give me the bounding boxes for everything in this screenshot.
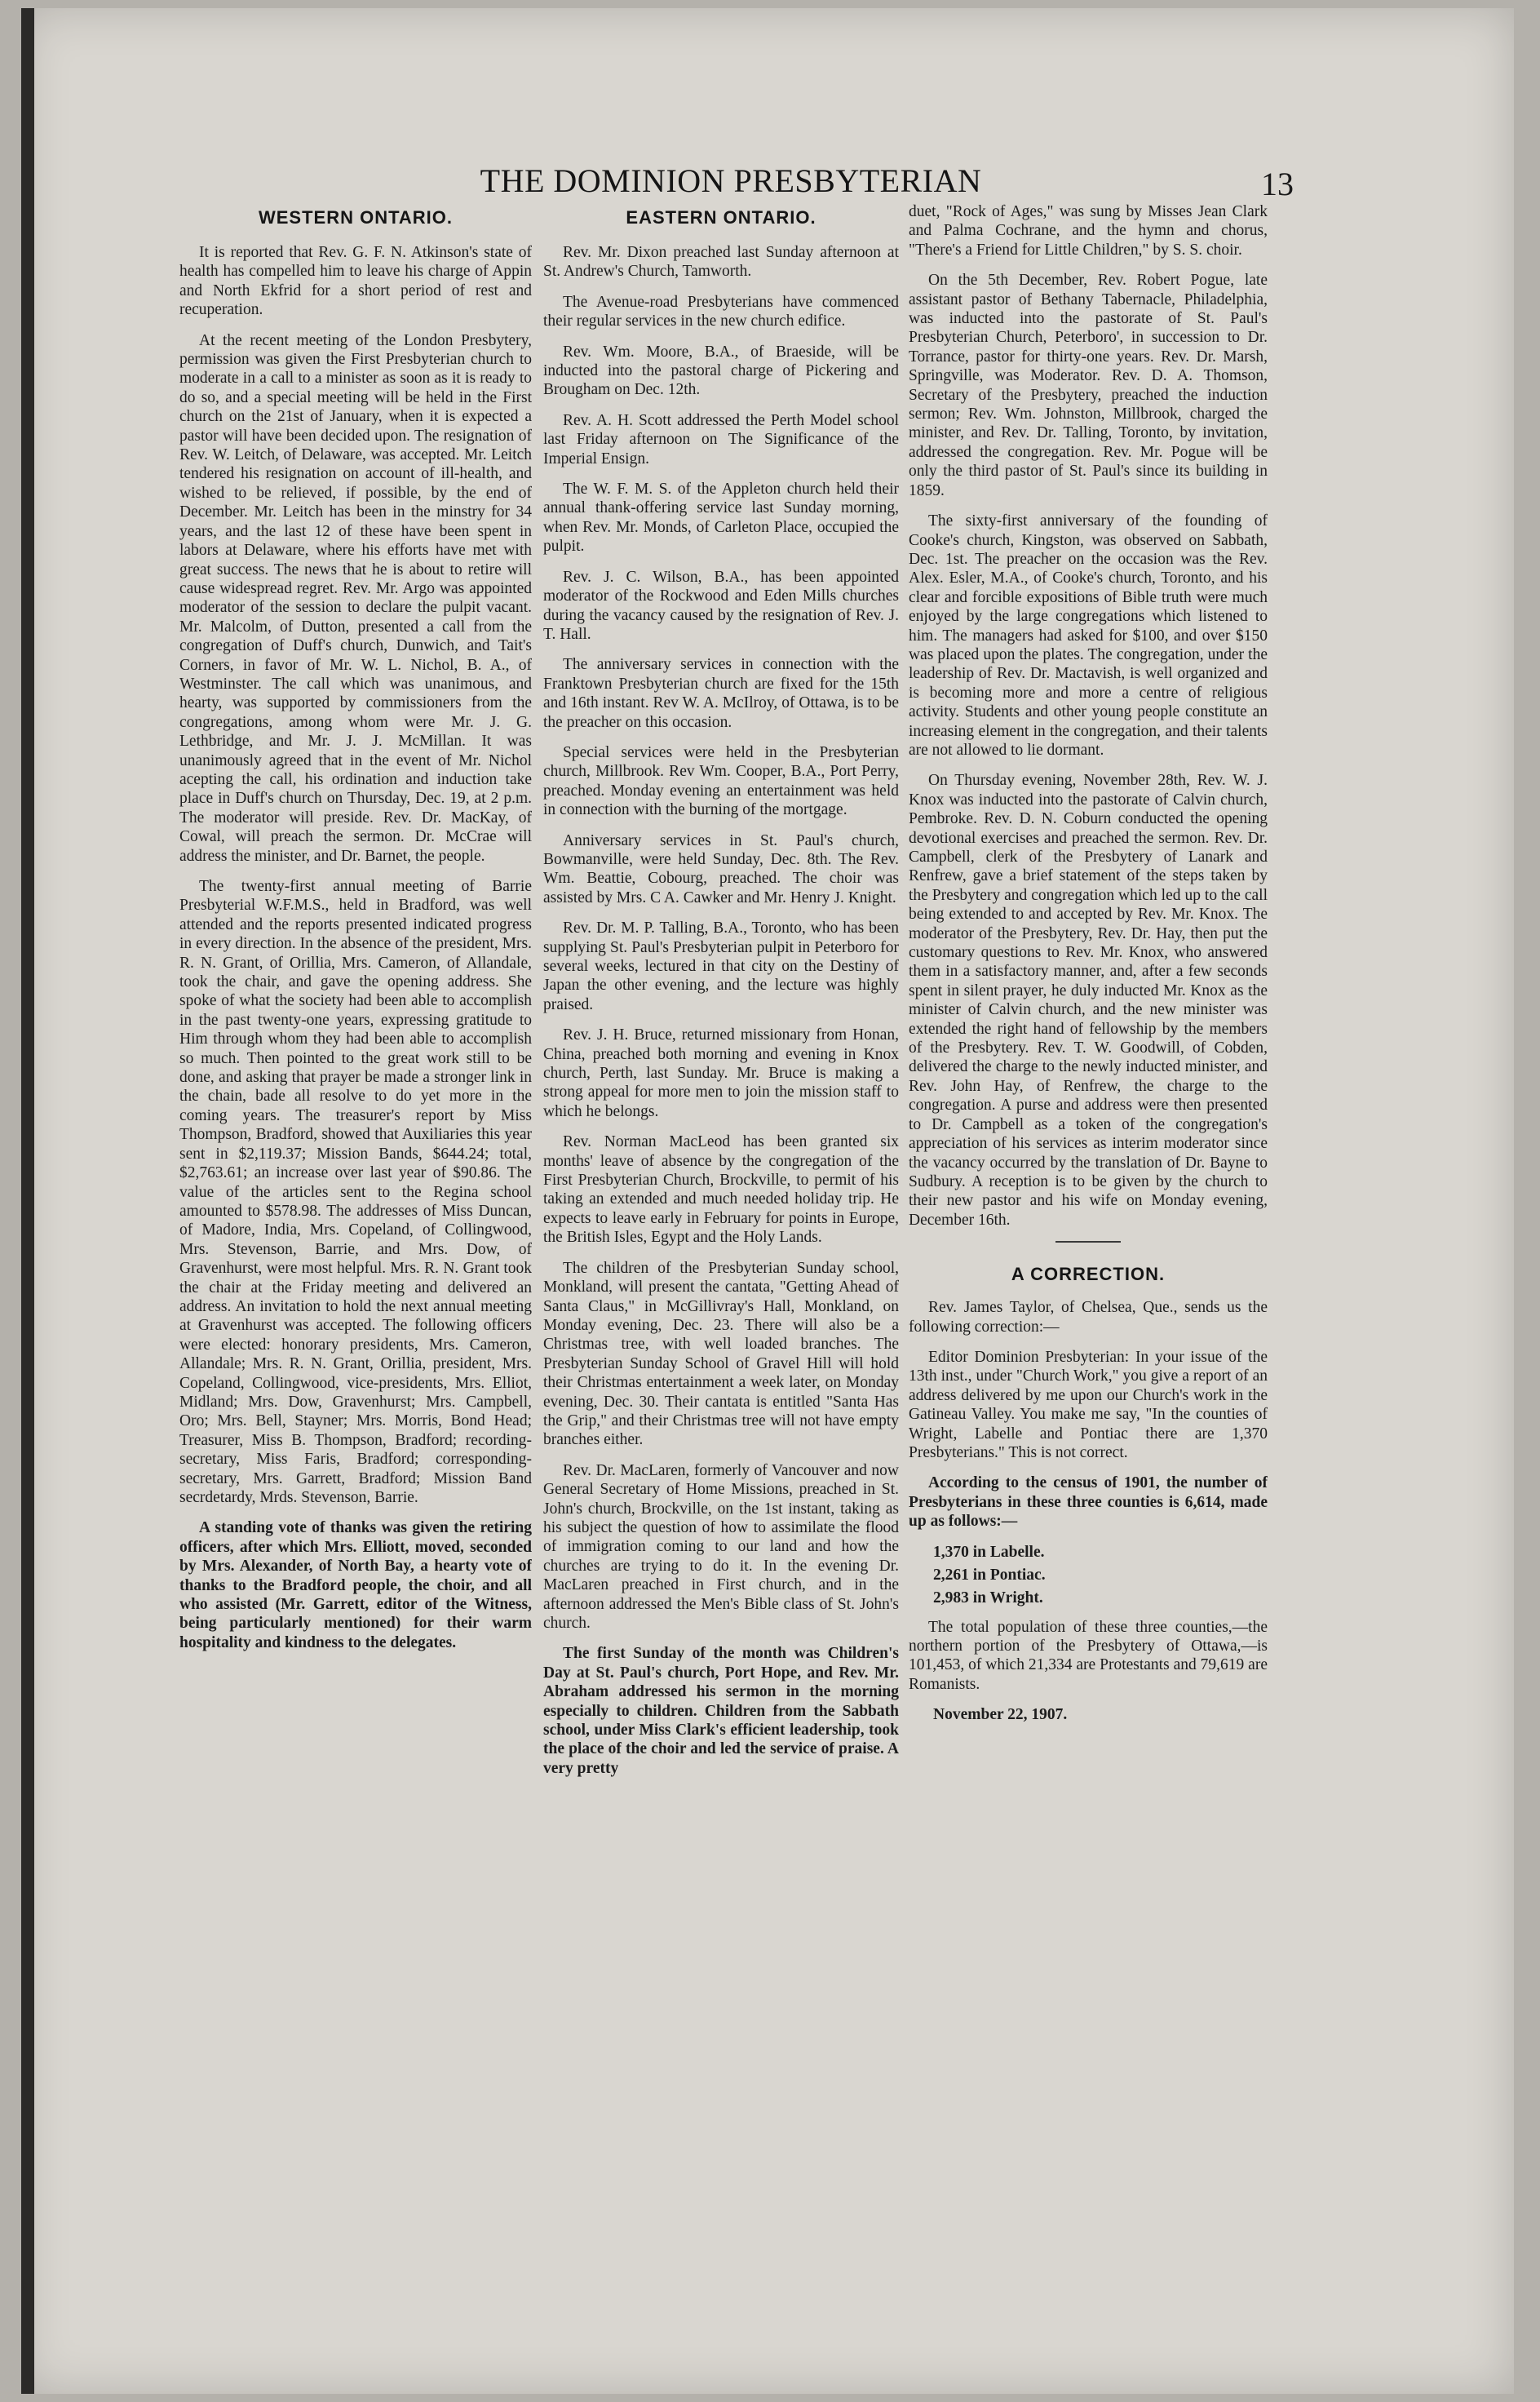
article-paragraph: A standing vote of thanks was given the retiring officers, after which Mrs. Elliott, moved, seconded by Mrs. Alexander, of North Bay, a hearty vote of thanks to the Bradford people, the choir, and all who assisted (Mr. Garrett, editor of the Witness, being particularly mentioned) for their warm hospitality and kindness to the delegates.	[179, 1519, 532, 1651]
newspaper-page	[21, 8, 1514, 2394]
article-paragraph: duet, "Rock of Ages," was sung by Misses Jean Clark and Palma Cochrane, and the hymn and chorus, "There's a Friend for Little Children," by S. S. choir.	[909, 203, 1268, 259]
article-paragraph: Rev. Norman MacLeod has been granted six months' leave of absence by the congregation of the First Presbyterian Church, Brockville, to permit of his taking an extended and much needed holiday trip. He expects to leave early in February for points in Europe, the British Isles, Egypt and the Holy Lands.	[543, 1133, 899, 1247]
article-paragraph: Special services were held in the Presbyterian church, Millbrook. Rev Wm. Cooper, B.A., Port Perry, preached. Monday evening an entertainment was held in connection with the burning of the mortgage.	[543, 743, 899, 819]
correction-date: November 22, 1907.	[933, 1706, 1068, 1724]
article-paragraph: On Thursday evening, November 28th, Rev. W. J. Knox was inducted into the pastorate of Calvin church, Pembroke. Rev. D. N. Coburn conducted the opening devotional exercises and preached the sermon. Rev. Dr. Campbell, clerk of the Presbytery of Lanark and Renfrew, gave a brief statement of the steps taken by the Presbytery and congregation which led up to the call being extended to and accepted by Rev. Mr. Knox. The moderator of the Presbytery, Rev. Dr. Hay, then put the customary questions to Rev. Mr. Knox, who answered them in a satisfactory manner, and, after a few seconds spent in silent prayer, he duly inducted Mr. Knox as the minister of Calvin church, and the new minister was extended the right hand of fellowship by the members of the Presbytery. Rev. T. W. Goodwill, of Cobden, delivered the charge to the newly inducted minister, and Rev. John Hay, of Renfrew, the charge to the congregation. A purse and address were then presented to Dr. Campbell as a token of the congregation's appreciation of his services as interim moderator since the vacancy occurred by the translation of Dr. Bayne to Sudbury. A reception is to be given by the church to their new pastor and his wife on Monday evening, December 16th.	[909, 772, 1268, 1229]
section-heading-western: WESTERN ONTARIO.	[258, 207, 454, 228]
census-item-pontiac: 2,261 in Pontiac.	[933, 1566, 1046, 1584]
article-paragraph: Rev. Mr. Dixon preached last Sunday afternoon at St. Andrew's Church, Tamworth.	[543, 244, 899, 281]
column-western-ontario	[179, 202, 532, 2275]
article-paragraph: The sixty-first anniversary of the founding of Cooke's church, Kingston, was observed on Sabbath, Dec. 1st. The preacher on the occasion was the Rev. Alex. Esler, M.A., of Cooke's church, Toronto, and his clear and forcible expositions of Bible truth were much enjoyed by the large congregations which listened to him. The managers had asked for $100, and over $150 was placed upon the plates. The congregation, under the leadership of Rev. Dr. Mactavish, is well organized and is becoming more and more a centre of religious activity. Students and other young people constitute an increasing element in the congregation, and their talents are not allowed to lie dormant.	[909, 512, 1268, 759]
article-paragraph: The W. F. M. S. of the Appleton church held their annual thank-offering service last Sunday morning, when Rev. Mr. Monds, of Carleton Place, occupied the pulpit.	[543, 481, 899, 556]
article-paragraph: Rev. Wm. Moore, B.A., of Braeside, will be inducted into the pastoral charge of Pickering and Brougham on Dec. 12th.	[543, 343, 899, 399]
article-paragraph: It is reported that Rev. G. F. N. Atkinson's state of health has compelled him to leave his charge of Appin and North Ekfrid for a short period of rest and recuperation.	[179, 244, 532, 319]
article-paragraph: Rev. Dr. MacLaren, formerly of Vancouver and now General Secretary of Home Missions, preached in St. John's church, Brockville, on the 1st instant, taking as his subject the question of how to assimilate the flood of immigration coming to our land and how the churches are trying to do it. In the evening Dr. MacLaren preached in First church, and in the afternoon addressed the Men's Bible class of St. John's church.	[543, 1461, 899, 1632]
article-paragraph: Anniversary services in St. Paul's church, Bowmanville, were held Sunday, Dec. 8th. The Rev. Wm. Beattie, Cobourg, preached. The choir was assisted by Mrs. C A. Cawker and Mr. Henry J. Knight.	[543, 831, 899, 906]
census-item-labelle: 1,370 in Labelle.	[933, 1543, 1045, 1561]
correction-letter: Editor Dominion Presbyterian: In your issue of the 13th inst., under "Church Work," you give a report of an address delivered by me upon our Church's work in the Gatineau Valley. You make me say, "In the counties of Wright, Labelle and Pontiac there are 1,370 Presbyterians." This is not correct.	[909, 1348, 1268, 1461]
correction-heading: A CORRECTION.	[1011, 1264, 1166, 1285]
page-title: THE DOMINION PRESBYTERIAN	[480, 162, 982, 199]
population-statement: The total population of these three counties,—the northern portion of the Presbytery of Ottawa,—is 101,453, of which 21,334 are Protestants and 79,619 are Romanists.	[909, 1618, 1268, 1693]
article-paragraph: The first Sunday of the month was Children's Day at St. Paul's church, Port Hope, and Rev. Mr. Abraham addressed his sermon in the morning especially to children. Children from the Sabbath school, under Miss Clark's efficient leadership, took the place of the choir and led the service of praise. A very pretty	[543, 1645, 899, 1777]
correction-intro: Rev. James Taylor, of Chelsea, Que., sends us the following correction:—	[909, 1299, 1268, 1336]
article-paragraph: The anniversary services in connection with the Franktown Presbyterian church are fixed for the 15th and 16th instant. Rev W. A. McIlroy, of Ottawa, is to be the preacher on this occasion.	[543, 656, 899, 731]
section-divider	[1055, 1241, 1121, 1243]
census-statement: According to the census of 1901, the number of Presbyterians in these three counties is 6,614, made up as follows:—	[909, 1474, 1268, 1531]
article-paragraph: Rev. Dr. M. P. Talling, B.A., Toronto, who has been supplying St. Paul's Presbyterian pulpit in Peterboro for several weeks, lectured in that city on the Destiny of Japan the other evening, and the lecture was highly praised.	[543, 920, 899, 1013]
article-paragraph: On the 5th December, Rev. Robert Pogue, late assistant pastor of Bethany Tabernacle, Philadelphia, was inducted into the pastorate of St. Paul's Presbyterian Church, Peterboro', in succession to Dr. Torrance, pastor for thirty-one years. Rev. Dr. Marsh, Springville, was Moderator. Rev. D. A. Thomson, Secretary of the Presbytery, preached the induction sermon; Rev. Wm. Johnston, Millbrook, charged the minister, and Rev. Dr. Talling, Toronto, by invitation, addressed the congregation. Rev. Mr. Pogue will be only the third pastor of St. Paul's since its building in 1859.	[909, 272, 1268, 499]
section-heading-eastern: EASTERN ONTARIO.	[626, 207, 816, 228]
article-paragraph: At the recent meeting of the London Presbytery, permission was given the First Presbyterian church to moderate in a call to a minister as soon as it is ready to do so, and a special meeting will be held in the First church on the 21st of January, when it is expected a pastor will have been decided upon. The resignation of Rev. W. Leitch, of Delaware, was accepted. Mr. Leitch tendered his resignation on account of ill-health, and wished to be relieved, if possible, by the end of December. Mr. Leitch has been in the minstry for 34 years, and the last 12 of these have been spent in labors at Delaware, where his efforts have met with great success. The news that he is about to retire will cause widespread regret. Rev. Mr. Argo was appointed moderator of the session to declare the pulpit vacant. Mr. Malcolm, of Dutton, presented a call from the congregation of Duff's church, Dunwich, and Tait's Corners, in favor of Mr. W. L. Nichol, B. A., of Westminster. The call which was unanimous, and hearty, was supported by commissioners from the congregations, among whom were Mr. J. G. Lethbridge, and Mr. J. J. McMillan. It was unanimously agreed that in the event of Mr. Nichol acepting the call, his ordination and induction take place in Duff's church on Thursday, Dec. 19, at 2 p.m. The moderator will preside. Rev. Dr. MacKay, of Cowal, will preach the sermon. Dr. McCrae will address the minister, and Dr. Barnet, the people.	[179, 331, 532, 865]
article-paragraph: Rev. A. H. Scott addressed the Perth Model school last Friday afternoon on The Significance of the Imperial Ensign.	[543, 411, 899, 468]
article-paragraph: The twenty-first annual meeting of Barrie Presbyterial W.F.M.S., held in Bradford, was well attended and the reports presented indicated progress in every direction. In the absence of the president, Mrs. R. N. Grant, of Orillia, Mrs. Cameron, of Allandale, took the chair, and gave the opening address. She spoke of what the society had been able to accomplish in the past twenty-one years, expressing gratitude to Him through whom they had been able to accomplish so much. Then pointed to the great work still to be done, and asking that prayer be made a stronger link in the chain, bade all resolve to do yet more in the coming years. The treasurer's report by Miss Thompson, Bradford, showed that Auxiliaries this year sent in $2,119.37; Mission Bands, $644.24; total, $2,763.61; an increase over last year of $90.86. The value of the articles sent to the Regina school amounted to $578.98. The addresses of Miss Duncan, of Madore, India, Mrs. Copeland, of Collingwood, Mrs. Stevenson, Barrie, and Mrs. Dow, of Gravenhurst, were most helpful. Mrs. R. N. Grant took the chair at the Friday meeting and delivered an address. An invitation to hold the next annual meeting at Gravenhurst was accepted. The following officers were elected: honorary presidents, Mrs. Cameron, Allandale; Mrs. R. N. Grant, Orillia, president, Mrs. Copeland, Collingwood, vice-presidents, Mrs. Elliot, Midland; Mrs. Dow, Gravenhurst; Mrs. Campbell, Oro; Mrs. Bell, Stayner; Mrs. Morris, Bond Head; Treasurer, Miss B. Thompson, Bradford; recording-secretary, Miss Faris, Bradford; corresponding-secretary, Mrs. Garrett, Bradford; Mission Band secrdetardy, Mrds. Stevenson, Barrie.	[179, 878, 532, 1506]
census-item-wright: 2,983 in Wright.	[933, 1589, 1043, 1607]
article-paragraph: The Avenue-road Presbyterians have commenced their regular services in the new church edifice.	[543, 293, 899, 330]
column-eastern-ontario	[543, 202, 899, 2275]
article-paragraph: The children of the Presbyterian Sunday school, Monkland, will present the cantata, "Getting Ahead of Santa Claus," in McGillivray's Hall, Monkland, on Monday evening, Dec. 23. There will also be a Christmas tree, with well loaded branches. The Presbyterian Sunday School of Gravel Hill will hold their Christmas entertainment a week later, on Monday evening, Dec. 30. Their cantata is entitled "Santa Has the Grip," and their Christmas tree will not have empty branches either.	[543, 1259, 899, 1449]
binding-edge	[21, 8, 34, 2394]
column-third	[909, 202, 1268, 2275]
article-paragraph: Rev. J. C. Wilson, B.A., has been appointed moderator of the Rockwood and Eden Mills churches during the vacancy caused by the resignation of Rev. J. T. Hall.	[543, 568, 899, 643]
article-paragraph: Rev. J. H. Bruce, returned missionary from Honan, China, preached both morning and evening in Knox church, Perth, last Sunday. Mr. Bruce is making a strong appeal for more men to join the mission staff to which he belongs.	[543, 1026, 899, 1120]
page-number: 13	[1261, 166, 1294, 202]
